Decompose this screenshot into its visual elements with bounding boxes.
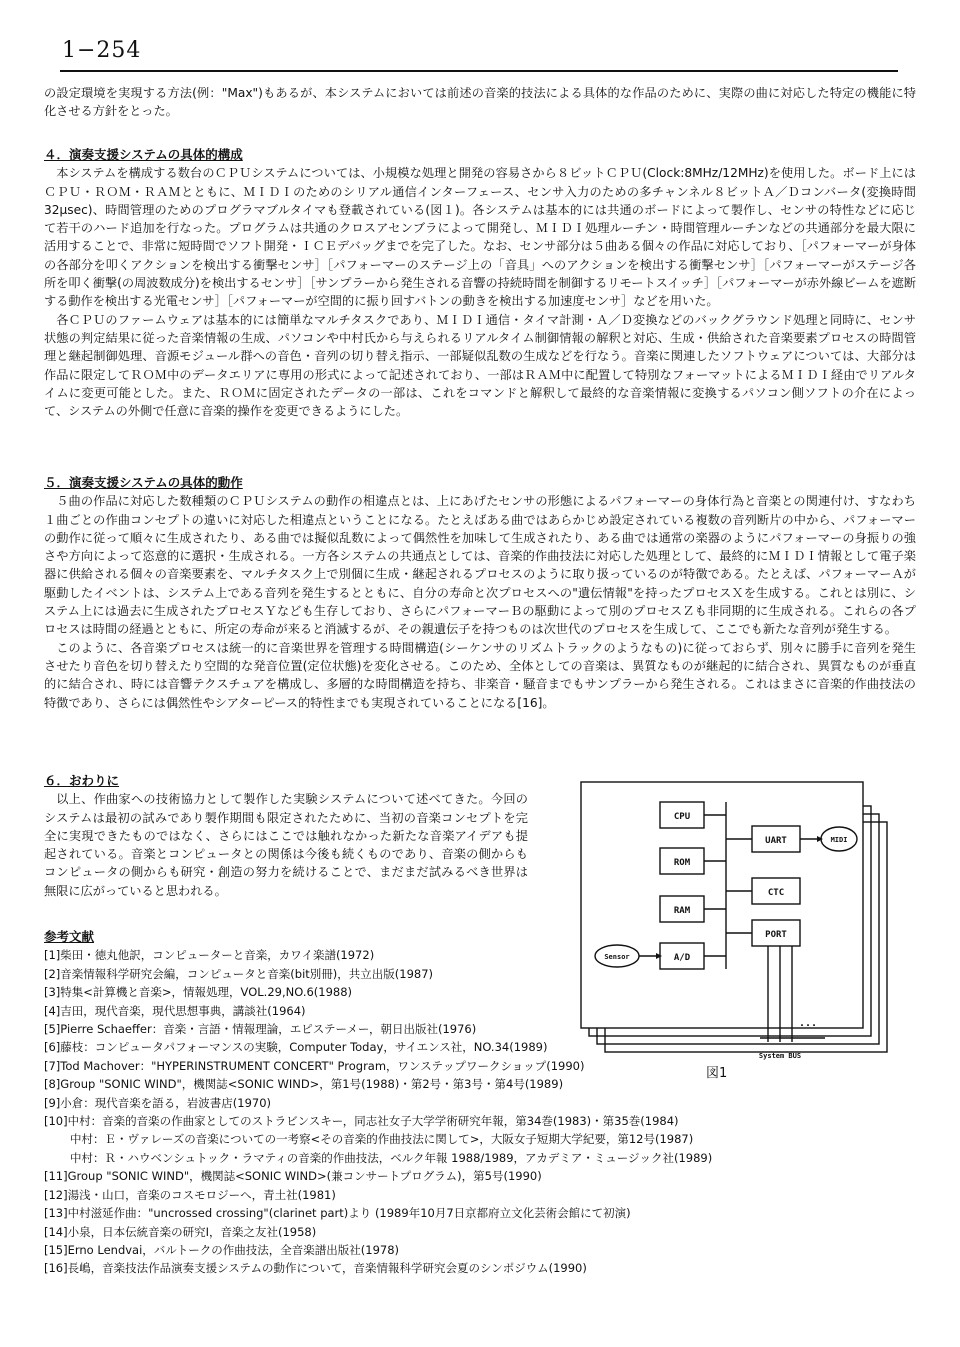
reference-item: [5]Pierre Schaeffer：音楽・言語・情報理論，エピステーメー，朝日出版社(1976) xyxy=(44,1022,477,1037)
more-boards-dots: ... xyxy=(798,1018,818,1029)
section-6-paragraph-1: 以上、作曲家への技術協力として製作した実験システムについて述べてきた。今回のシステムは最初の試みであり製作期間も限定されたために、当初の音楽コンセプトを完全に実現できたものではなく、さらにはここでは触れなかった新たな音楽アイデアも提起されている。音楽とコンピュータとの関係は今後も続くものであり、音楽の側からもコンピュータの側からも研究・創造の努力を続けることで、まだまだ試みるべき世界は無限に広がっていると思われる。 xyxy=(44,792,528,898)
reference-item: [7]Tod Machover："HYPERINSTRUMENT CONCERT" Program，ワンステップワークショップ(1990) xyxy=(44,1058,585,1073)
header-rule xyxy=(60,70,898,72)
reference-item: [15]Erno Lendvai，バルトークの作曲技法，全音楽譜出版社(1978) xyxy=(44,1242,400,1257)
reference-item: [8]Group "SONIC WIND"，機関誌<SONIC WIND>，第1号(1988)・第2号・第3号・第4号(1989) xyxy=(44,1077,564,1092)
system-bus-label: System BUS xyxy=(758,1052,802,1060)
reference-item: [2]音楽情報科学研究会編，コンピュータと音楽(bit別冊)，共立出版(1987) xyxy=(44,966,434,981)
reference-item: [4]吉田，現代音楽，現代思想事典，講談社(1964) xyxy=(44,1003,306,1018)
page-number: 1−254 xyxy=(62,38,142,63)
uart-label: UART xyxy=(765,836,787,846)
section-4-title: ４．演奏支援システムの具体的構成 xyxy=(44,147,243,162)
section-5 xyxy=(44,474,916,712)
reference-item: [12]湯浅・山口，音楽のコスモロジーへ，青土社(1981) xyxy=(44,1187,336,1202)
reference-item: [6]藤枝：コンピュータパフォーマンスの実験，Computer Today，サイエンス社，NO.34(1989) xyxy=(44,1040,548,1055)
section-4-paragraph-1: 本システムを構成する数台のＣＰＵシステムについては、小規模な処理と開発の容易さから８ビットＣＰＵ(Clock:8MHz/12MHz)を使用した。ボード上にはＣＰＵ・ＲＯＭ・ＲＡＭとともに、ＭＩＤＩのためのシリアル通信インターフェース、センサ入力のための多チャンネル８ビットＡ／Ｄコンバータ(変換時間32μsec)、時間管理のためのプログラマブルタイマも登載されている(図１)。各システムは基本的には共通のボードによって製作し、センサの特性などに応じて若干のハード追加を行なった。プログラムは共通のクロスアセンブラによって開発し、ＭＩＤＩ処理ルーチン・時間管理ルーチンなどの共通部分を最大限に活用することで、非常に短時間でソフト開発・ＩＣＥデバッグまでを完了した。なお、センサ部分は５曲ある個々の作品に対応しており、［パフォーマーが身体の各部分を叩くアクションを検出する衝撃センサ］［パフォーマーのステージ上の「音具」へのアクションを検出する衝撃センサ］［パフォーマーがステージ各所を叩く衝撃(の周波数成分)を検出するセンサ］［サンプラーから発生される音響の持続時間を制御するリモートスイッチ］［パフォーマーが赤外線ビームを遮断する動作を検出する光電センサ］［パフォーマーが空間的に振り回すバトンの動きを検出する加速度センサ］などを用いた。 xyxy=(44,166,917,309)
section-5-title: ５．演奏支援システムの具体的動作 xyxy=(44,475,243,490)
reference-item: [10]中村：音楽的音楽の作曲家としてのストラビンスキー，同志社女子大学学術研究年報，第34巻(1983)・第35巻(1984) xyxy=(44,1114,679,1129)
rom-label: ROM xyxy=(673,858,691,868)
section-6 xyxy=(44,772,528,900)
ram-label: RAM xyxy=(673,906,691,916)
section-4-paragraph-2: 各ＣＰＵのファームウェアは基本的には簡単なマルチタスクであり、ＭＩＤＩ通信・タイマ計測・Ａ／Ｄ変換などのバックグラウンド処理と同時に、センサ状態の判定結果に従った音楽情報の生成、パソコンや中村氏から与えられるリアルタイム制御情報の解釈と対応、生成・供給された音楽要素プロセスの時間管理と継起制御処理、音源モジュール群への音色・音列の切り替え指示、一部疑似乱数の生成などを行なう。音楽に関連したソフトウェアについては、大部分は作品に限定してＲＯＭ中のデータエリアに専用の形式によって記述されており、一部はＲＡＭ中に配置して特別なフォーマットによるＭＩＤＩ経由でリアルタイムに変更可能とした。また、ＲＯＭに固定されたデータの一部は、これをコマンドと解釈して最終的な音楽情報に変換するパソコン側ソフトの介在によって、システムの外側で任意に音楽的操作を変更できるようにした。 xyxy=(44,312,916,419)
reference-item: 中村：Ｒ・ハウベンシュトック・ラマティの音楽的作曲技法，ベルク年報 1988/1989，アカデミア・ミュージック社(1989) xyxy=(70,1150,713,1165)
figure-caption: 図1 xyxy=(706,1066,728,1081)
section-6-title: ６．おわりに xyxy=(44,773,120,788)
ctc-label: CTC xyxy=(767,888,785,898)
sensor-label: Sensor xyxy=(604,953,630,961)
reference-item: [16]長嶋，音楽技法作品演奏支援システムの動作について，音楽情報科学研究会夏のシンポジウム(1990) xyxy=(44,1261,587,1276)
board-main xyxy=(581,782,863,1028)
reference-item: [3]特集<計算機と音楽>，情報処理，VOL.29,NO.6(1988) xyxy=(44,985,353,1000)
reference-item: [11]Group "SONIC WIND"，機関誌<SONIC WIND>(兼コンサートプログラム)，第5号(1990) xyxy=(44,1169,542,1184)
section-5-paragraph-1: ５曲の作品に対応した数種類のＣＰＵシステムの動作の相違点とは、上にあげたセンサの形態によるパフォーマーの身体行為と音楽との関連付け、すなわち１曲ごとの作曲コンセプトの違いに対応した相違点ということになる。たとえばある曲ではあらかじめ設定されている複数の音列断片の中から、パフォーマーの動作に従って順々に生成されたり、ある曲では擬似乱数によって偶然性を加味して生成されたり、ある曲では通常の楽器のようにパフォーマーの身振りの強さや方向によって恣意的に選択・生成される。一方各システムの共通点としては、音楽的作曲技法に対応した処理として、最終的にＭＩＤＩ情報として電子楽器に供給される個々の音楽要素を、マルチタスク上で別個に生成・継起されるプロセスのように取り扱っているのが特徴である。たとえば、パフォーマーＡが駆動したイベントは、システム上である音列を発生するとともに、自分の寿命と次プロセスへの"遺伝情報"を持ったプロセスＸを生成する。これとは別に、システム上には過去に生成されたプロセスＹなども生存しており、さらにパフォーマーＢの駆動によって別のプロセスＺも非同期的に生成される。これらの各プロセスは時間の経過とともに、所定の寿命が来ると消滅するが、その親遺伝子を持つものは次世代のプロセスを生成して、ここでも新たな音列が発生する。 xyxy=(44,494,916,637)
intro-text: の設定環境を実現する方法(例："Max")もあるが、本システムにおいては前述の音楽的技法による具体的な作品のために、実際の曲に対応した特定の機能に特化させる方針をとった。 xyxy=(44,86,916,119)
reference-item: [13]中村滋延作曲："uncrossed crossing"(clarinet part)より (1989年10月7日京都府立文化芸術会館にて初演) xyxy=(44,1206,631,1221)
system-block-diagram xyxy=(580,780,910,1080)
reference-item: 中村：Ｅ・ヴァレーズの音楽についての一考察<その音楽的作曲技法に関して>，大阪女子短期大学紀要，第12号(1987) xyxy=(70,1132,694,1147)
port-label: PORT xyxy=(765,930,787,940)
section-5-paragraph-2: このように、各音楽プロセスは統一的に音楽世界を管理する時間構造(シーケンサのリズムトラックのようなもの)に従っておらず、別々に勝手に音列を発生させたり音色を切り替えたり空間的な発音位置(定位状態)を変化させる。このため、全体としての音楽は、異質なものが継起的に結合され、異質なものが垂直的に結合され、時には音響テクスチュアを構成し、多層的な時間構造を持ち、非楽音・騒音までもサンプラーから発生される。これはまさに音楽的作曲技法の特徴であり、さらには偶然性やシアターピース的特性までも実現されていることになる[16]。 xyxy=(44,640,916,710)
reference-item: [1]柴田・徳丸他訳，コンピューターと音楽，カワイ楽譜(1972) xyxy=(44,948,375,963)
ad-label: A/D xyxy=(673,953,691,963)
reference-item: [14]小泉，日本伝統音楽の研究Ⅰ，音楽之友社(1958) xyxy=(44,1224,317,1239)
section-4 xyxy=(44,146,916,420)
midi-label: MIDI xyxy=(830,836,848,844)
cpu-label: CPU xyxy=(673,812,691,822)
reference-item: [9]小倉：現代音楽を語る，岩波書店(1970) xyxy=(44,1095,272,1110)
intro-paragraph xyxy=(44,84,916,121)
references-title: 参考文献 xyxy=(44,929,95,944)
